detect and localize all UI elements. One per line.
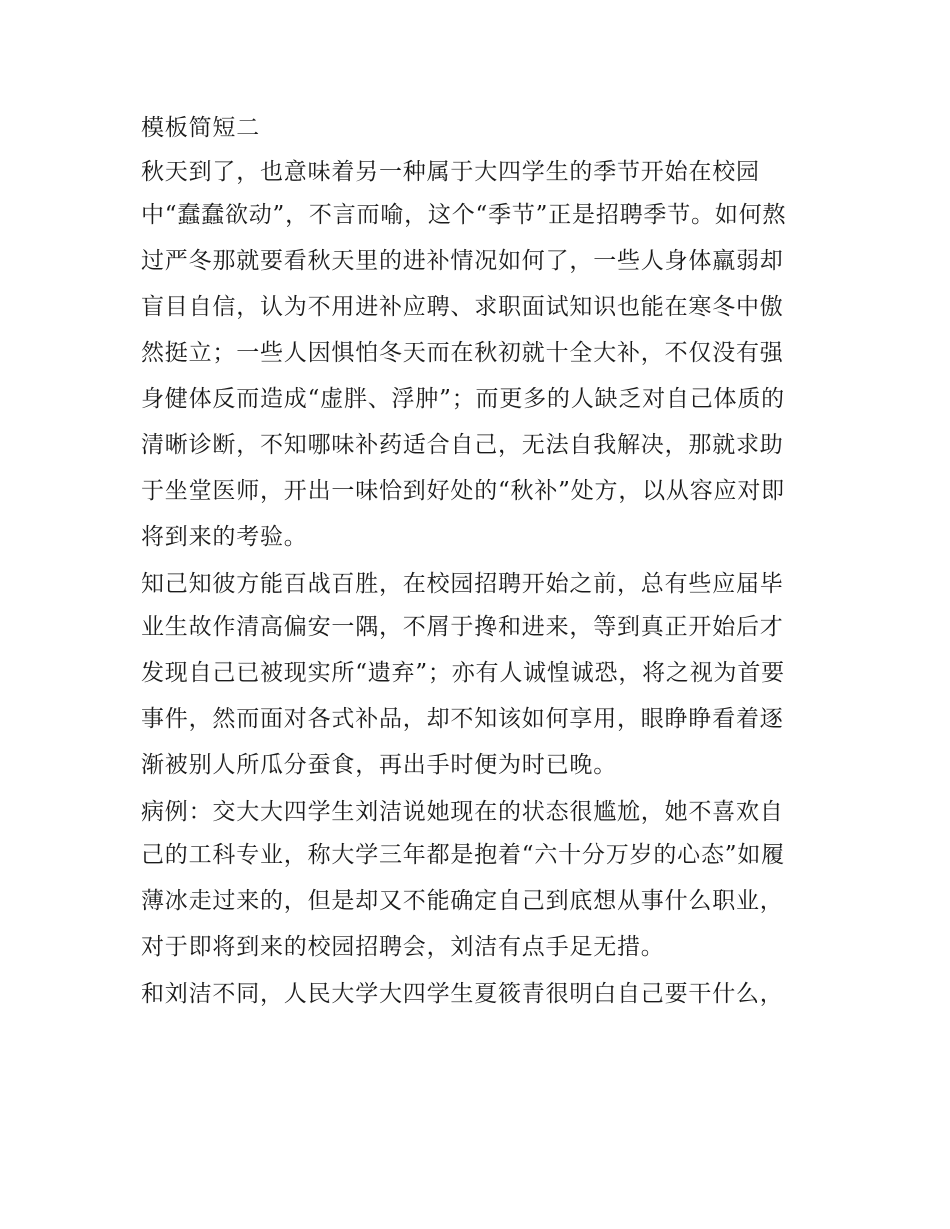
text-line: 清晰诊断，不知哪味补药适合自己，无法自我解决，那就求助 [141, 432, 784, 458]
text-line: 对于即将到来的校园招聘会，刘洁有点手足无措。 [141, 934, 665, 960]
text-line: 事件，然而面对各式补品，却不知该如何享用，眼睁睁看着逐 [141, 706, 784, 732]
paragraph-know-yourself [141, 564, 813, 788]
paragraph-case-liu-jie [141, 792, 813, 970]
text-line: 身健体反而造成“虚胖、浮肿”；而更多的人缺乏对自己体质的 [141, 386, 785, 412]
text-line: 过严冬那就要看秋天里的进补情况如何了，一些人身体羸弱却 [141, 248, 784, 274]
text-line: 盲目自信，认为不用进补应聘、求职面试知识也能在寒冬中傲 [141, 294, 784, 320]
text-line: 渐被别人所瓜分蚕食，再出手时便为时已晚。 [141, 752, 617, 778]
text-line: 薄冰走过来的，但是却又不能确定自己到底想从事什么职业， [141, 888, 784, 914]
text-line: 业生故作清高偏安一隅，不屑于搀和进来，等到真正开始后才 [141, 614, 784, 640]
document-body [141, 108, 813, 1014]
text-line: 和刘洁不同，人民大学大四学生夏筱青很明白自己要干什么， [141, 981, 784, 1007]
text-line: 然挺立；一些人因惧怕冬天而在秋初就十全大补，不仅没有强 [141, 340, 784, 366]
text-line: 病例：交大大四学生刘洁说她现在的状态很尴尬，她不喜欢自 [141, 799, 784, 825]
text-line: 将到来的考验。 [141, 524, 308, 550]
text-line: 知己知彼方能百战百胜，在校园招聘开始之前，总有些应届毕 [141, 571, 784, 597]
paragraph-case-xia-xiaoqing [141, 974, 813, 1014]
text-line: 秋天到了，也意味着另一种属于大四学生的季节开始在校园 [141, 159, 760, 185]
document-title: 模板简短二 [141, 115, 260, 141]
paragraph-autumn-recruiting [141, 152, 813, 560]
text-line: 发现自己已被现实所“遗弃”；亦有人诚惶诚恐，将之视为首要 [141, 660, 785, 686]
text-line: 中“蠢蠢欲动”，不言而喻，这个“季节”正是招聘季节。如何熬 [141, 202, 787, 228]
text-line: 己的工科专业，称大学三年都是抱着“六十分万岁的心态”如履 [141, 842, 785, 868]
text-line: 于坐堂医师，开出一味恰到好处的“秋补”处方，以从容应对即 [141, 478, 785, 504]
